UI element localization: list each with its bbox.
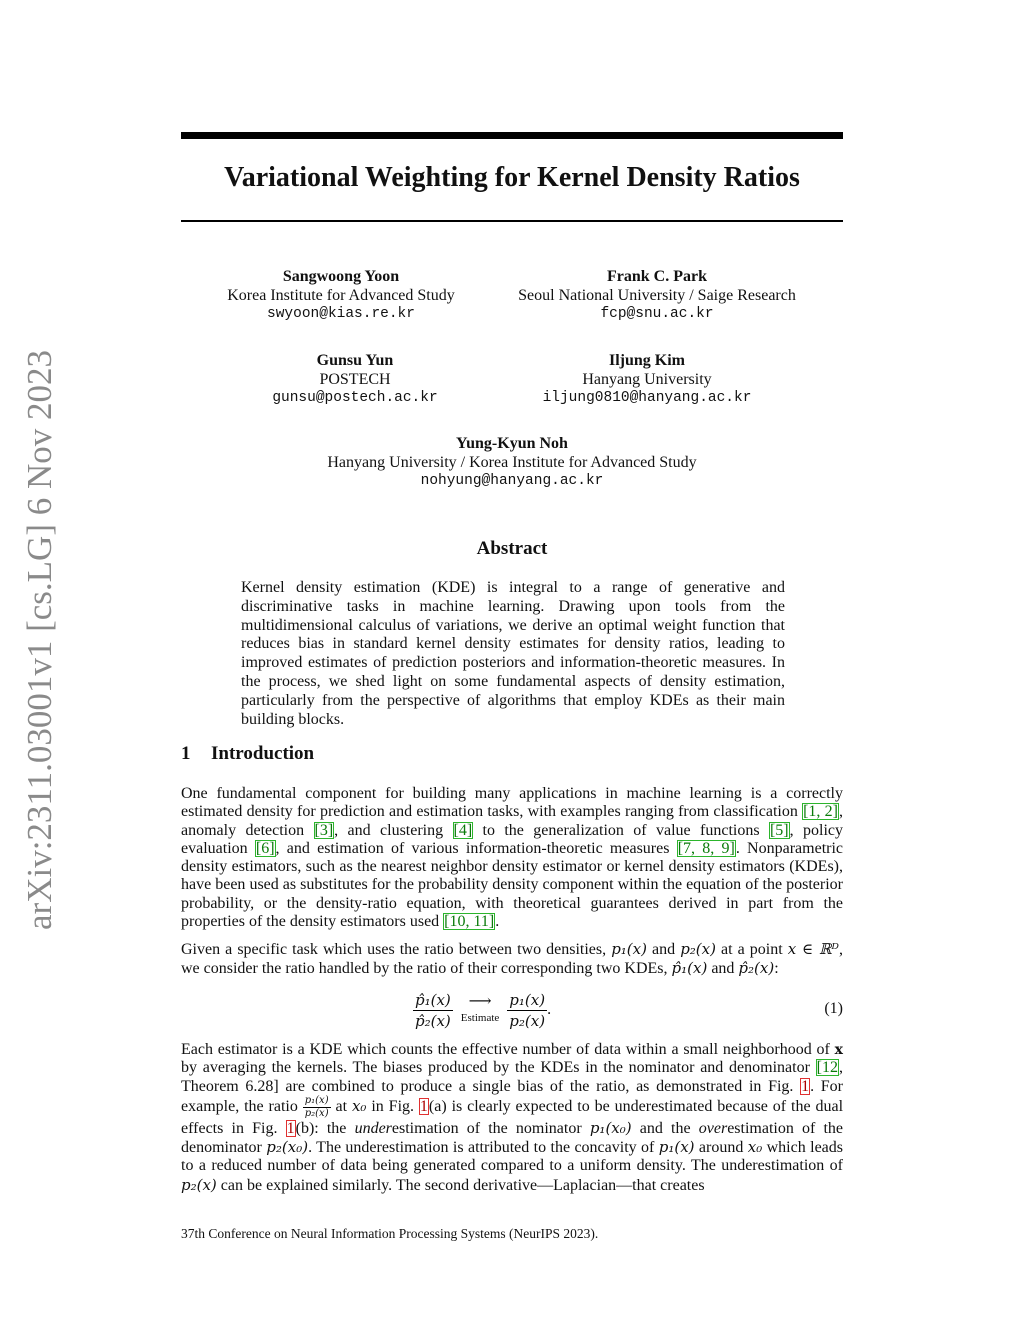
text-run: at xyxy=(330,1098,352,1116)
figure-link[interactable]: 1 xyxy=(286,1119,295,1137)
text-run: estimation of the nominator xyxy=(391,1119,590,1137)
inline-fraction xyxy=(303,1096,331,1119)
text-run: in Fig. xyxy=(366,1098,419,1116)
fraction-denominator: p₂(x) xyxy=(509,1011,546,1030)
text-run: : xyxy=(774,960,779,978)
citation-link[interactable]: [6] xyxy=(255,839,275,857)
citation-link[interactable]: [5] xyxy=(769,821,789,839)
author-name: Sangwoong Yoon xyxy=(282,268,400,285)
arrow-label: Estimate xyxy=(460,1012,500,1024)
section-title: Introduction xyxy=(211,743,315,764)
text-run: Each estimator is a KDE which counts the effective number of data within a small neighborhood of xyxy=(181,1041,835,1058)
equation-period: . xyxy=(547,1001,552,1018)
text-run: , anomaly detection xyxy=(181,803,844,839)
author-affiliation: Seoul National University / Saige Research xyxy=(518,286,796,304)
fraction-kde-ratio xyxy=(413,991,453,1030)
author-name: Frank C. Park xyxy=(607,268,707,285)
text-run: (a) is clearly expected to be underestimated because of the dual effects in Fig. xyxy=(181,1098,844,1137)
text-run: which leads to a reduced number of data being generated compared to a uniform density. The underestimation of xyxy=(181,1139,843,1175)
author-affiliation: Hanyang University xyxy=(582,370,712,388)
text-run: . The underestimation is attributed to the concavity of xyxy=(308,1139,659,1157)
abstract-heading: Abstract xyxy=(476,538,548,559)
text-run: by averaging the kernels. The biases produced by the KDEs in the nominator and denominator xyxy=(181,1059,816,1077)
author-name: Yung-Kyun Noh xyxy=(456,435,568,452)
equation-1 xyxy=(181,988,843,1032)
text-run: at a point xyxy=(715,941,788,958)
intro-paragraph-3 xyxy=(181,1041,843,1195)
author-email[interactable]: gunsu@postech.ac.kr xyxy=(272,390,438,406)
author-block-2 xyxy=(487,268,827,324)
author-block-3 xyxy=(205,352,505,408)
estimate-arrow xyxy=(460,993,500,1024)
intro-paragraph-1 xyxy=(181,785,843,931)
citation-link[interactable]: [7, 8, 9] xyxy=(677,839,735,857)
equation-body xyxy=(413,988,551,1032)
author-block-1 xyxy=(191,268,491,324)
math-inline: p₁(x) xyxy=(611,940,647,958)
math-inline: p̂₂(x) xyxy=(738,959,775,978)
fraction-true-ratio xyxy=(507,991,547,1030)
text-run: . xyxy=(495,913,500,931)
text-run: , and clustering xyxy=(334,821,453,839)
citation-link[interactable]: [10, 11] xyxy=(444,913,495,931)
equation-number: (1) xyxy=(824,1000,843,1017)
text-run: and xyxy=(646,941,681,958)
fraction-numerator: p̂₁(x) xyxy=(415,990,451,1009)
math-inline: x₀ xyxy=(747,1138,763,1157)
math-inline: p̂₁(x) xyxy=(671,959,708,978)
citation-link[interactable]: [3] xyxy=(314,821,334,839)
intro-paragraph-2 xyxy=(181,940,843,979)
section-number: 1 xyxy=(181,743,191,764)
emphasis: over xyxy=(698,1119,728,1137)
text-run: (b): the xyxy=(295,1119,355,1137)
title-rule-top xyxy=(181,132,843,139)
math-inline: x ∈ ℝᴰ xyxy=(787,940,840,958)
author-email[interactable]: fcp@snu.ac.kr xyxy=(600,306,714,322)
text-run: and xyxy=(707,960,739,978)
paper-title: Variational Weighting for Kernel Density Ratios xyxy=(224,162,800,193)
text-run: can be explained similarly. The second derivative—Laplacian—that creates xyxy=(216,1176,705,1194)
author-name: Gunsu Yun xyxy=(316,352,394,369)
title-rule-bottom xyxy=(181,220,843,222)
text-run: , Theorem 6.28] are combined to produce a single bias of the ratio, as demonstrated in Fig. xyxy=(181,1059,843,1095)
arxiv-side-stamp: arXiv:2311.03001v1 [cs.LG] 6 Nov 2023 xyxy=(20,349,59,930)
math-inline: x₀ xyxy=(351,1097,367,1116)
text-run: , and estimation of various information-theoretic measures xyxy=(275,839,677,857)
text-run: . Nonparametric density estimators, such as the nearest neighbor density estimator or kernel density estimators (KDEs), have been used as substitutes for the probability density component within the equation of the posterior probability, or the density-ratio equation, with theoretical guarantees derived in part from the properties of the density estimators used xyxy=(181,839,844,931)
figure-link[interactable]: 1 xyxy=(419,1098,428,1116)
text-run: Given a specific task which uses the ratio between two densities, xyxy=(181,941,612,958)
text-run: to the generalization of value functions xyxy=(473,821,769,839)
text-run: , we consider the ratio handled by the ratio of their corresponding two KDEs, xyxy=(181,941,844,978)
math-inline: p₁(x₀) xyxy=(589,1118,632,1137)
citation-link[interactable]: [12 xyxy=(816,1059,838,1077)
fraction-numerator: p₁(x) xyxy=(509,990,546,1009)
fraction-numerator: p₁(x) xyxy=(304,1094,329,1106)
right-arrow-icon: ⟶ xyxy=(468,993,492,1010)
author-affiliation: Korea Institute for Advanced Study xyxy=(227,286,455,304)
text-run: and the xyxy=(631,1119,699,1137)
math-inline: x xyxy=(834,1042,843,1058)
section-heading-introduction xyxy=(181,743,314,765)
fraction-denominator: p̂₂(x) xyxy=(415,1011,451,1030)
conference-footnote: 37th Conference on Neural Information Processing Systems (NeurIPS 2023). xyxy=(181,1226,599,1241)
math-inline: p₂(x₀) xyxy=(266,1138,309,1157)
text-run: , policy evaluation xyxy=(181,821,843,857)
author-email[interactable]: nohyung@hanyang.ac.kr xyxy=(420,473,604,489)
author-email[interactable]: swyoon@kias.re.kr xyxy=(267,306,415,322)
math-inline: p₁(x) xyxy=(658,1138,695,1157)
abstract-text: Kernel density estimation (KDE) is integral to a range of generative and discriminative tasks in machine learning. Drawing upon tools from the multidimensional calculus of variations, we derive an optimal weight function that reduces bias in standard kernel density estimates for density ratios, leading to improved estimates of prediction posteriors and information-theoretic measures. In the process, we shed light on some fundamental aspects of density estimation, particularly from the perspective of algorithms that employ KDEs as their main building blocks. xyxy=(241,579,785,728)
author-email[interactable]: iljung0810@hanyang.ac.kr xyxy=(542,390,752,406)
text-run: . For example, the ratio xyxy=(181,1077,843,1116)
fraction-denominator: p₂(x) xyxy=(304,1107,329,1119)
text-run: estimation of the denominator xyxy=(181,1119,844,1157)
citation-link[interactable]: [4] xyxy=(453,821,473,839)
figure-link[interactable]: 1 xyxy=(801,1077,810,1095)
author-block-5 xyxy=(262,435,762,491)
author-affiliation: Hanyang University / Korea Institute for Advanced Study xyxy=(327,453,697,471)
math-inline: p₂(x) xyxy=(680,940,716,958)
text-run: One fundamental component for building many applications in machine learning is a correctly estimated density for prediction and estimation tasks, with examples ranging from classification xyxy=(181,785,843,821)
math-inline: p₂(x) xyxy=(181,1175,217,1194)
text-run: around xyxy=(694,1139,748,1157)
author-name: Iljung Kim xyxy=(608,352,685,369)
author-block-4 xyxy=(497,352,797,408)
emphasis: under xyxy=(354,1119,392,1137)
author-affiliation: POSTECH xyxy=(319,370,391,388)
citation-link[interactable]: [1, 2] xyxy=(803,803,839,821)
